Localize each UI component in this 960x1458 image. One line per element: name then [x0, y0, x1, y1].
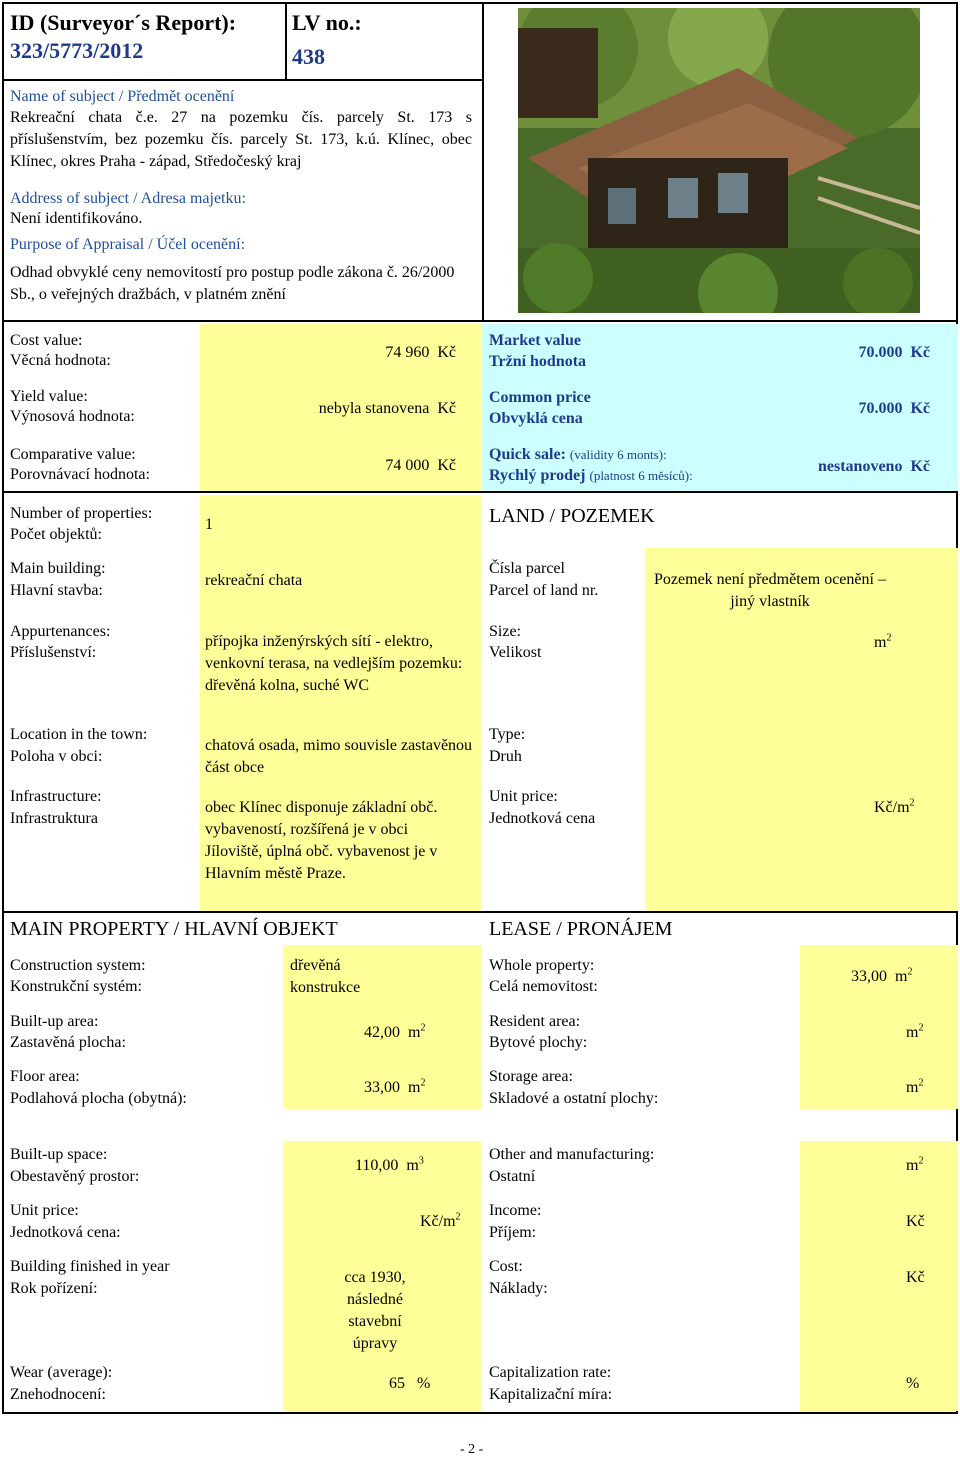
comp-label-cz: Porovnávací hodnota: — [10, 466, 150, 483]
whole-cz: Celá nemovitost: — [489, 978, 598, 995]
parcel-value: Pozemek není předmětem ocenění – jiný vlastník — [654, 571, 886, 610]
divider — [2, 491, 958, 493]
bus-cz: Obestavěný prostor: — [10, 1168, 140, 1185]
res-cz: Bytové plochy: — [489, 1034, 588, 1051]
size-unit: $m^2$ — [874, 632, 892, 651]
divider — [2, 911, 958, 913]
lv-label: LV no.: — [292, 10, 362, 35]
address-value: Není identifikováno. — [10, 210, 143, 227]
lv-value: 438 — [292, 44, 325, 69]
market-value: 70.000 Kč — [858, 344, 930, 361]
cs-cz: Konstrukční systém: — [10, 978, 142, 995]
quick-value: nestanoveno Kč — [818, 458, 930, 475]
inc-unit: Kč — [906, 1213, 925, 1230]
yield-label-en: Yield value: — [10, 388, 88, 405]
yield-label-cz: Výnosová hodnota: — [10, 408, 135, 425]
size-en: Size: — [489, 623, 521, 640]
res-unit: $m^2$ — [906, 1022, 924, 1041]
yield-value: nebyla stanovena Kč — [318, 400, 456, 417]
page-number: - 2 - — [460, 1442, 484, 1457]
up-unit: $Kč/m^2$ — [420, 1211, 461, 1230]
stor-unit: $m^2$ — [906, 1077, 924, 1096]
cost2-en: Cost: — [489, 1258, 523, 1275]
up-cz: Jednotková cena: — [10, 1224, 121, 1241]
cap-cz: Kapitalizační míra: — [489, 1386, 613, 1403]
bus-value: 110,00 $m^3$ — [355, 1155, 424, 1174]
cottage-photo — [518, 8, 920, 313]
wear-value: 65 % — [389, 1375, 431, 1392]
cs-en: Construction system: — [10, 957, 146, 974]
main-value: rekreační chata — [205, 572, 303, 589]
res-en: Resident area: — [489, 1013, 581, 1030]
unit-cz: Jednotková cena — [489, 810, 596, 827]
whole-en: Whole property: — [489, 957, 595, 974]
parcel-cz: Čísla parcel — [489, 560, 565, 577]
main-en: Main building: — [10, 560, 106, 577]
cap-unit: % — [906, 1375, 920, 1392]
other-cz: Ostatní — [489, 1168, 536, 1185]
loc-cz: Poloha v obci: — [10, 748, 103, 765]
stor-cz: Skladové a ostatní plochy: — [489, 1090, 659, 1107]
cost-value: 74 960 Kč — [385, 344, 456, 361]
bua-en: Built-up area: — [10, 1013, 99, 1030]
id-label: ID (Surveyor´s Report): — [10, 10, 237, 35]
bua-cz: Zastavěná plocha: — [10, 1034, 126, 1051]
lease-bg-2 — [800, 1141, 958, 1411]
up-en: Unit price: — [10, 1202, 79, 1219]
common-en: Common price — [489, 389, 591, 406]
num-en: Number of properties: — [10, 505, 153, 522]
purpose-label: Purpose of Appraisal / Účel ocenění: — [10, 236, 246, 253]
cs-value: dřevěná konstrukce — [290, 957, 361, 996]
cap-en: Capitalization rate: — [489, 1364, 612, 1381]
inc-en: Income: — [489, 1202, 542, 1219]
cost2-unit: Kč — [906, 1269, 925, 1286]
market-cz: Tržní hodnota — [489, 353, 587, 370]
year-en: Building finished in year — [10, 1258, 170, 1275]
parcel-en: Parcel of land nr. — [489, 582, 599, 599]
subject-name-label: Name of subject / Předmět ocenění — [10, 88, 235, 105]
infra-value: obec Klínec disponuje základní obč. vybaveností, rozšířená je v obci Jíloviště, úplná obč. vybavenost je v Hlavním městě Praze. — [205, 799, 438, 882]
fa-en: Floor area: — [10, 1068, 80, 1085]
quick-cz: Rychlý prodej (platnost 6 měsíců): — [489, 467, 693, 484]
other-unit: $m^2$ — [906, 1155, 924, 1174]
purpose-value: Odhad obvyklé ceny nemovitostí pro postup podle zákona č. 26/2000 Sb., o veřejných dražbách, v platném znění — [10, 264, 455, 303]
bus-en: Built-up space: — [10, 1146, 108, 1163]
wear-en: Wear (average): — [10, 1364, 113, 1381]
wear-cz: Znehodnocení: — [10, 1386, 106, 1403]
type-cz: Druh — [489, 748, 522, 765]
inc-cz: Příjem: — [489, 1224, 537, 1241]
main-cz: Hlavní stavba: — [10, 582, 103, 599]
quick-en: Quick sale: (validity 6 monts): — [489, 446, 667, 463]
num-value: 1 — [205, 516, 213, 533]
bua-value: 42,00 $m^2$ — [364, 1022, 426, 1041]
type-en: Type: — [489, 726, 526, 743]
size-cz: Velikost — [489, 644, 542, 661]
unit-unit: $Kč/m^2$ — [874, 797, 915, 816]
unit-en: Unit price: — [489, 788, 558, 805]
num-cz: Počet objektů: — [10, 526, 102, 543]
infra-cz: Infrastruktura — [10, 810, 98, 827]
fa-cz: Podlahová plocha (obytná): — [10, 1090, 187, 1107]
whole-value: 33,00 $m^2$ — [851, 966, 913, 985]
loc-value: chatová osada, mimo souvisle zastavěnou část obce — [205, 737, 473, 776]
loc-en: Location in the town: — [10, 726, 148, 743]
cost-label-en: Cost value: — [10, 332, 83, 349]
app-en: Appurtenances: — [10, 623, 111, 640]
market-en: Market value — [489, 332, 581, 349]
infra-en: Infrastructure: — [10, 788, 102, 805]
year-cz: Rok pořízení: — [10, 1280, 98, 1297]
cost2-cz: Náklady: — [489, 1280, 548, 1297]
fa-value: 33,00 $m^2$ — [364, 1077, 426, 1096]
app-cz: Příslušenství: — [10, 644, 97, 661]
address-label: Address of subject / Adresa majetku: — [10, 190, 246, 207]
stor-en: Storage area: — [489, 1068, 573, 1085]
subject-name-value: Rekreační chata č.e. 27 na pozemku čís. parcely St. 173 s příslušenstvím, bez pozemku čís. parcely St. 173, k.ú. Klínec, obec Klínec, okres Praha - západ, Středočeský kraj — [10, 109, 472, 170]
divider — [2, 320, 958, 322]
common-cz: Obvyklá cena — [489, 410, 583, 427]
other-en: Other and manufacturing: — [489, 1146, 655, 1163]
comp-label-en: Comparative value: — [10, 446, 136, 463]
cost-label-cz: Věcná hodnota: — [10, 352, 111, 369]
year-value: cca 1930, následné stavební úpravy — [344, 1269, 406, 1352]
main-title: MAIN PROPERTY / HLAVNÍ OBJEKT — [10, 918, 338, 940]
land-title: LAND / POZEMEK — [489, 505, 655, 527]
comp-value: 74 000 Kč — [385, 457, 456, 474]
lease-title: LEASE / PRONÁJEM — [489, 918, 673, 940]
common-value: 70.000 Kč — [858, 400, 930, 417]
app-value: přípojka inženýrských sítí - elektro, venkovní terasa, na vedlejším pozemku: dřevěná kolna, suché WC — [205, 633, 463, 694]
id-value: 323/5773/2012 — [10, 38, 144, 63]
